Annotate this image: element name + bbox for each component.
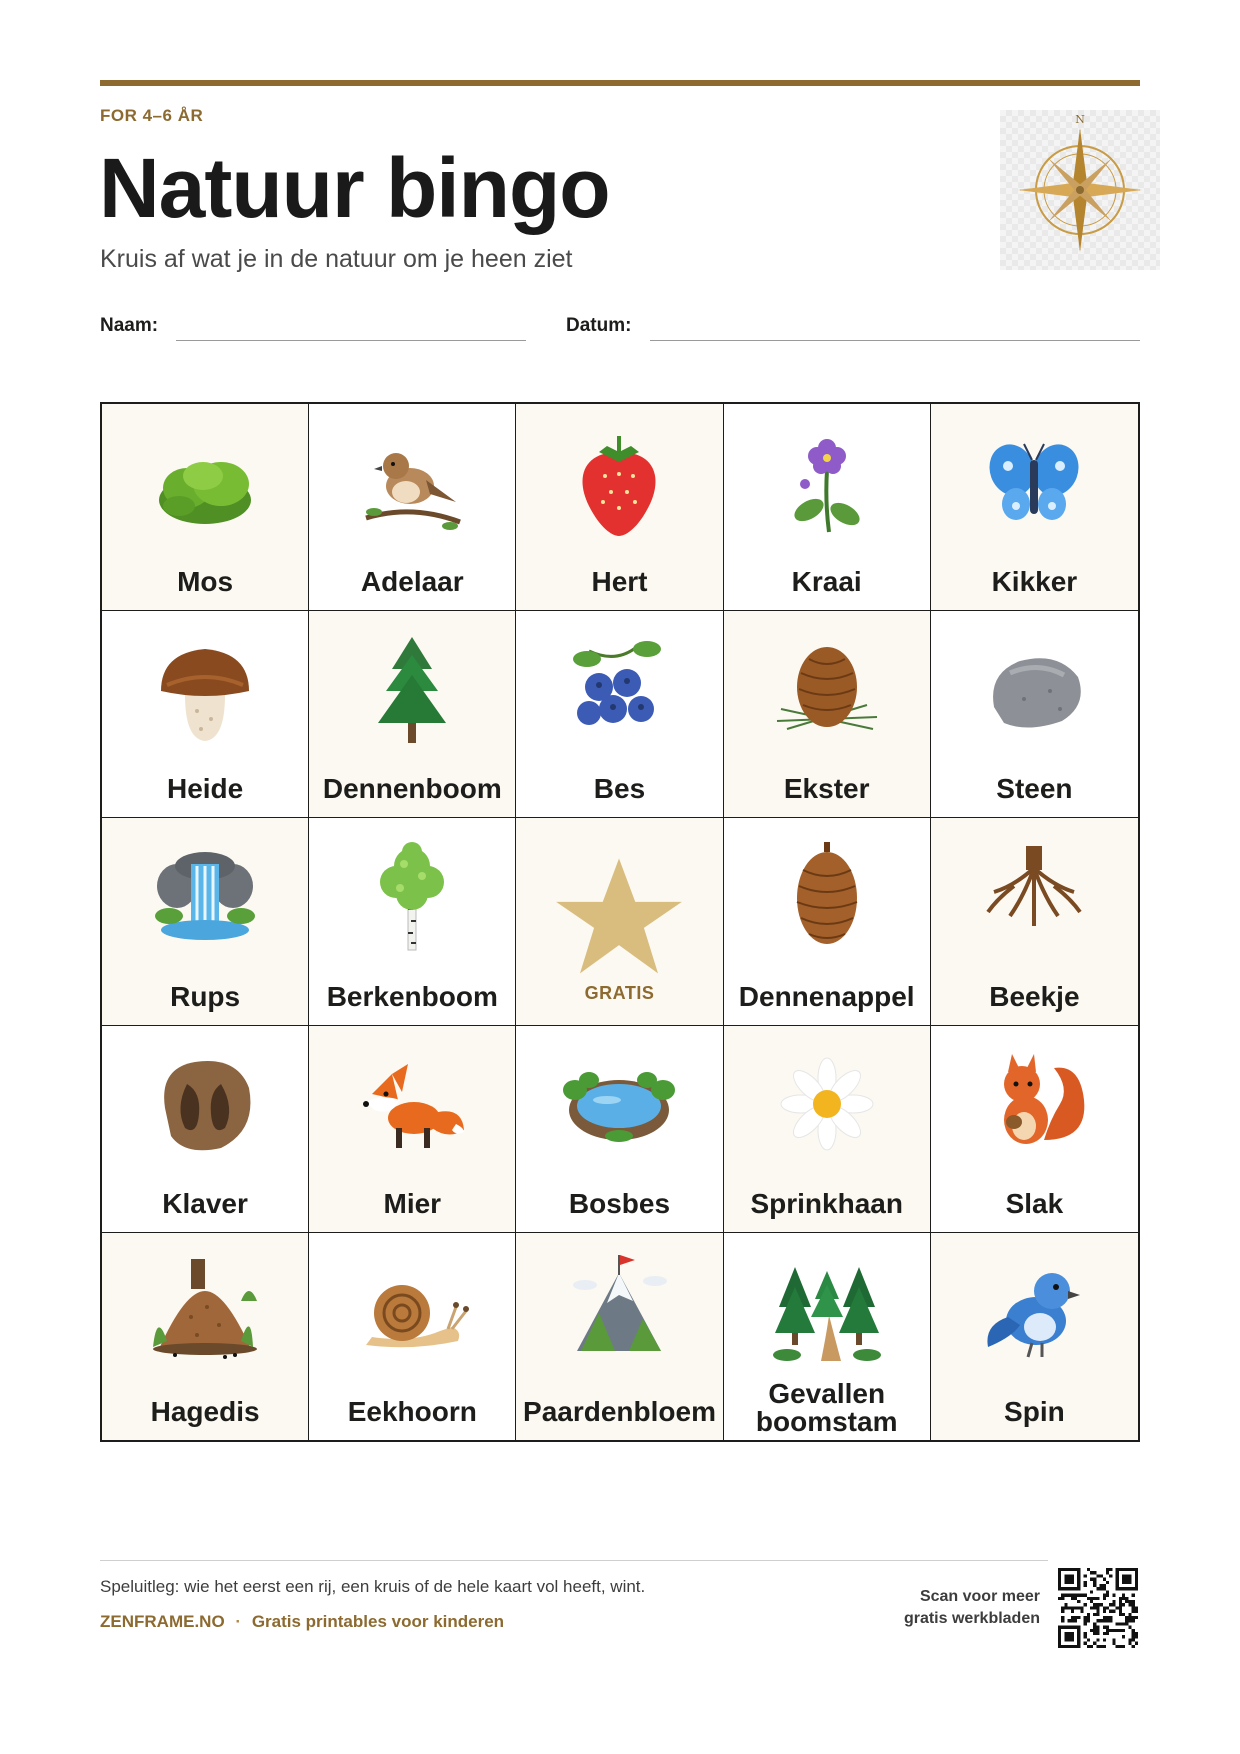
forest-path-icon [767,1251,887,1371]
bingo-cell[interactable] [516,404,723,611]
bingo-cell[interactable] [309,818,516,1025]
bingo-cell[interactable] [516,1026,723,1233]
mushroom-icon [145,629,265,749]
bingo-cell-label: Heide [166,773,244,805]
age-label: FOR 4–6 ÅR [100,106,204,125]
violet-flower-icon [767,422,887,542]
bingo-cell-free[interactable] [516,818,723,1025]
bingo-cell[interactable] [309,611,516,818]
date-label: Datum: [566,315,632,336]
bingo-cell[interactable] [309,1233,516,1440]
bingo-cell-label: Dennenboom [322,773,502,805]
bingo-cell-label-line: boomstam [755,1405,898,1437]
bingo-cell[interactable] [931,1233,1138,1440]
strawberry-icon [559,422,679,542]
bingo-cell-label: Sprinkhaan [750,1187,903,1219]
brand-separator: · [235,1612,242,1631]
bingo-cell[interactable] [931,404,1138,611]
bingo-cell-label: Berkenboom [326,980,498,1012]
qr-code-icon[interactable] [1058,1568,1138,1648]
bingo-cell-label [724,1377,930,1437]
date-line[interactable] [650,340,1140,341]
bingo-cell[interactable] [102,1026,309,1233]
name-label: Naam: [100,315,159,336]
scan-line-1: Scan voor meer [919,1588,1040,1605]
game-rules: Speluitleg: wie het eerst een rij, een kruis of de hele kaart vol heeft, wint. [100,1577,646,1596]
page-subtitle: Kruis af wat je in de natuur om je heen ziet [100,245,573,273]
bingo-cell-label: Mos [177,566,234,598]
bingo-cell-label: Dennenappel [738,980,915,1012]
bingo-cell-label: Hert [591,566,648,598]
mountain-flag-icon [559,1251,679,1371]
waterfall-icon [145,836,265,956]
brand-name[interactable]: ZENFRAME.NO [100,1612,225,1631]
anthill-icon [145,1251,265,1371]
snail-icon [352,1251,472,1371]
bingo-cell-label: Slak [1005,1187,1064,1219]
bingo-cell[interactable] [102,1233,309,1440]
bingo-cell[interactable] [102,818,309,1025]
pinecone-icon [767,836,887,956]
bingo-cell-label: Kikker [991,566,1078,598]
brand-line [100,1612,504,1632]
tree-roots-icon [974,836,1094,956]
scan-text [860,1586,1040,1630]
hoof-print-icon [145,1044,265,1164]
scan-line-2: gratis werkbladen [903,1610,1040,1627]
bingo-cell[interactable] [724,1026,931,1233]
bingo-cell[interactable] [724,611,931,818]
daisy-icon [767,1044,887,1164]
bingo-cell-label: GRATIS [584,982,655,1003]
bingo-cell[interactable] [516,611,723,818]
bingo-cell[interactable] [309,1026,516,1233]
compass-icon [1000,110,1160,270]
bingo-cell[interactable] [516,1233,723,1440]
moss-icon [145,422,265,542]
bingo-cell-label: Hagedis [150,1395,260,1427]
bingo-cell[interactable] [724,404,931,611]
bingo-cell-label: Bosbes [568,1187,671,1219]
pine-tree-icon [352,629,472,749]
top-rule [100,80,1140,86]
bingo-cell-label: Beekje [989,980,1080,1012]
bingo-cell-label: Ekster [783,773,870,805]
rock-icon [974,629,1094,749]
blue-butterfly-icon [974,422,1094,542]
name-line[interactable] [176,340,526,341]
birch-tree-icon [352,836,472,956]
bingo-cell[interactable] [931,611,1138,818]
bingo-cell-label: Kraai [791,566,862,598]
bingo-cell[interactable] [309,404,516,611]
bingo-cell-label: Eekhoorn [347,1395,477,1427]
bingo-cell[interactable] [724,1233,931,1440]
sparrow-on-branch-icon [352,422,472,542]
blueberries-icon [559,629,679,749]
bingo-cell-label: Klaver [162,1187,248,1219]
pinecone-on-needles-icon [767,629,887,749]
star-icon [554,852,684,982]
bingo-cell[interactable] [102,611,309,818]
page-title: Natuur bingo [99,141,610,235]
fox-icon [352,1044,472,1164]
squirrel-icon [974,1044,1094,1164]
bingo-cell-label: Steen [996,773,1073,805]
bingo-cell-label: Bes [593,773,646,805]
bingo-cell-label-line: Gevallen [768,1377,886,1409]
bingo-cell[interactable] [931,1026,1138,1233]
bingo-grid [100,402,1140,1442]
bingo-cell-label: Mier [383,1187,442,1219]
bingo-cell-label: Spin [1004,1395,1065,1427]
pond-icon [559,1044,679,1164]
bingo-cell[interactable] [102,404,309,611]
bingo-cell[interactable] [931,818,1138,1025]
bluebird-icon [974,1251,1094,1371]
footer-divider [100,1560,1048,1561]
compass-north-letter: N [1075,113,1085,126]
bingo-cell-label: Adelaar [360,566,464,598]
brand-tagline: Gratis printables voor kinderen [251,1612,505,1631]
bingo-cell-label: Rups [170,980,241,1012]
bingo-cell[interactable] [724,818,931,1025]
bingo-cell-label: Paardenbloem [523,1395,716,1427]
